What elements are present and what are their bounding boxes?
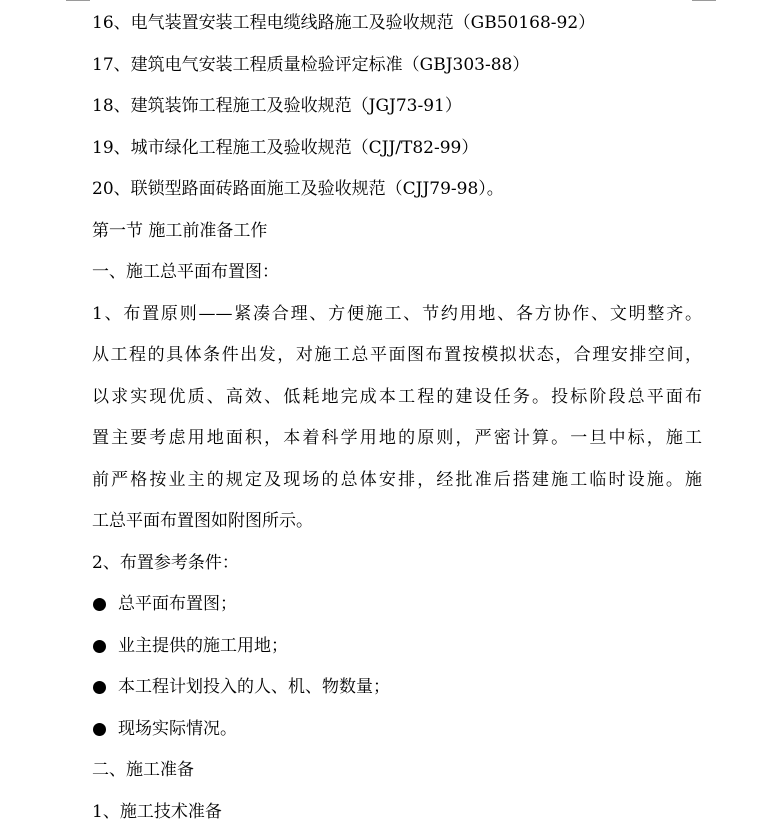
page-corner-mark-left <box>66 0 90 1</box>
bullet-icon <box>93 723 106 736</box>
item-title-reference-conditions: 2、布置参考条件： <box>92 552 239 573</box>
subsection-title-preparation: 二、施工准备 <box>92 760 194 780</box>
standard-item-18: 18、建筑装饰工程施工及验收规范（JGJ73-91） <box>92 96 462 116</box>
bullet-list-item <box>92 709 702 751</box>
paragraph-line: 1、布置原则——紧凑合理、方便施工、节约用地、各方协作、文明整齐。 <box>92 303 702 324</box>
paragraph-line: 前严格按业主的规定及现场的总体安排，经批准后搭建施工临时设施。施 <box>92 469 702 490</box>
bullet-text: 业主提供的施工用地； <box>118 635 288 656</box>
paragraph-line: 从工程的具体条件出发，对施工总平面图布置按模拟状态，合理安排空间， <box>92 345 702 365</box>
bullet-icon <box>93 640 106 653</box>
standard-item-16: 16、电气装置安装工程电缆线路施工及验收规范（GB50168-92） <box>92 13 596 33</box>
subsection-title-site-layout: 一、施工总平面布置图： <box>92 262 279 282</box>
bullet-text: 现场实际情况。 <box>118 718 237 739</box>
bullet-text: 总平面布置图； <box>118 594 237 614</box>
bullet-list-item <box>92 626 702 668</box>
paragraph-line: 工总平面布置图如附图所示。 <box>92 511 313 531</box>
standard-item-17: 17、建筑电气安装工程质量检验评定标准（GBJ303-88） <box>92 54 530 75</box>
bullet-list-item <box>92 667 702 709</box>
item-title-technical-preparation: 1、施工技术准备 <box>92 801 222 822</box>
paragraph-line: 以求实现优质、高效、低耗地完成本工程的建设任务。投标阶段总平面布 <box>92 386 702 407</box>
standard-item-19: 19、城市绿化工程施工及验收规范（CJJ/T82-99） <box>92 137 479 158</box>
bullet-list-item <box>92 584 702 626</box>
standard-item-20: 20、联锁型路面砖路面施工及验收规范（CJJ79-98）。 <box>92 179 504 199</box>
paragraph-line: 置主要考虑用地面积，本着科学用地的原则，严密计算。一旦中标，施工 <box>92 428 702 448</box>
bullet-icon <box>93 598 106 611</box>
bullet-icon <box>93 681 106 694</box>
section-title: 第一节 施工前准备工作 <box>92 220 268 241</box>
bullet-text: 本工程计划投入的人、机、物数量； <box>118 677 390 697</box>
page-corner-mark-right <box>692 0 716 1</box>
document-body <box>92 3 702 833</box>
